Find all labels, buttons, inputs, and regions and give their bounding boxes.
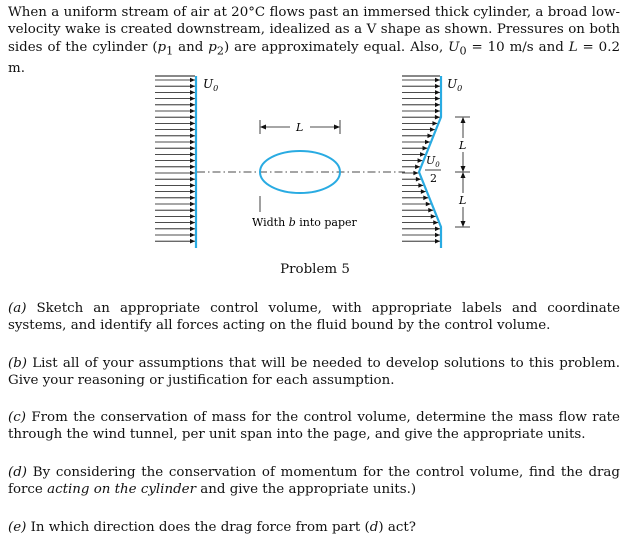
- inlet-arrow-head: [190, 109, 195, 114]
- inlet-arrow-head: [190, 127, 195, 132]
- svg-text:2: 2: [430, 172, 437, 185]
- intro-text-3: = 10 m/s and: [466, 39, 569, 55]
- inlet-arrow-head: [190, 189, 195, 194]
- question-e: [8, 519, 620, 536]
- cylinder-length-dimension: [260, 120, 340, 134]
- question-c: [8, 409, 620, 444]
- outlet-arrow-head: [435, 90, 440, 95]
- inlet-arrow-head: [190, 84, 195, 89]
- width-note: Width b into paper: [252, 216, 357, 229]
- figure-caption: Problem 5: [280, 262, 350, 277]
- p2-subscript: 2: [216, 44, 224, 58]
- L-top-label: L: [296, 121, 304, 134]
- question-a-text: Sketch an appropriate control volume, with appropriate labels and coordinate systems, and identify all forces acting on the fluid bound by the control volume.: [8, 301, 620, 334]
- intro-text-1: When a uniform stream of air at 20°C flows past an immersed thick cylinder, a broad low-velocity wake is created downstream, idealized as a V shape as shown. Pressures on both sides of the cylinder (: [8, 5, 620, 55]
- inlet-arrow-head: [190, 233, 195, 238]
- question-e-text: In which direction does the drag force from part (: [26, 520, 370, 535]
- question-d-text: By considering the conservation of momentum for the control volume, find the drag force: [8, 465, 620, 498]
- inlet-arrow-head: [190, 140, 195, 145]
- p1-symbol: p: [157, 39, 167, 55]
- outlet-arrow-head: [435, 227, 440, 232]
- question-b-text: List all of your assumptions that will be needed to develop solutions to this problem. Give your reasoning or justification for each assumption.: [8, 356, 620, 389]
- inlet-arrow-head: [190, 183, 195, 188]
- problem-statement: [8, 4, 620, 77]
- inlet-arrow-head: [190, 214, 195, 219]
- u0-subscript: 0: [459, 44, 467, 58]
- wake-diagram: [0, 70, 630, 270]
- inlet-arrow-head: [190, 103, 195, 108]
- u0-right-label: $U_0$: [447, 77, 463, 93]
- question-e-label: (e): [8, 520, 27, 535]
- p2-symbol: p: [208, 39, 217, 55]
- inlet-arrow-head: [190, 152, 195, 157]
- outlet-arrow-head: [435, 84, 440, 89]
- inlet-arrow-head: [190, 165, 195, 170]
- intro-text-4: = 0.2 m.: [8, 39, 620, 76]
- u0-half-label: [425, 154, 441, 185]
- inlet-arrow-head: [190, 171, 195, 176]
- question-d-text-end: and give the appropriate units.): [196, 482, 417, 498]
- inlet-arrow-head: [190, 239, 195, 244]
- outlet-arrow-head: [435, 103, 440, 108]
- question-e-part-ref: d: [369, 520, 379, 535]
- question-b-label: (b): [8, 356, 28, 371]
- inlet-velocity-arrows: [155, 76, 195, 244]
- inlet-arrow-head: [190, 96, 195, 101]
- wake-length-dimensions: [455, 117, 470, 227]
- L-symbol: L: [568, 39, 578, 55]
- question-c-text: From the conservation of mass for the control volume, determine the mass flow rate through the wind tunnel, per unit span into the page, and give the appropriate units.: [8, 410, 620, 443]
- question-a: [8, 300, 620, 335]
- p1-subscript: 1: [166, 44, 174, 58]
- L-right-bottom-label: L: [459, 194, 467, 207]
- inlet-arrow-head: [190, 227, 195, 232]
- svg-text:U0: $U_0$: [426, 154, 440, 169]
- outlet-arrow-head: [435, 233, 440, 238]
- u0-left-label: $U_0$: [203, 77, 219, 93]
- question-e-text-end: ) act?: [378, 520, 416, 535]
- inlet-arrow-head: [190, 220, 195, 225]
- inlet-arrow-head: [190, 134, 195, 139]
- inlet-arrow-head: [190, 196, 195, 201]
- intro-and: and: [173, 39, 209, 55]
- inlet-arrow-head: [190, 121, 195, 126]
- inlet-arrow-head: [190, 146, 195, 151]
- inlet-arrow-head: [190, 115, 195, 120]
- inlet-arrow-head: [190, 208, 195, 213]
- outlet-arrow-head: [413, 171, 418, 176]
- question-c-label: (c): [8, 410, 26, 425]
- outlet-arrow-head: [435, 109, 440, 114]
- inlet-arrow-head: [190, 90, 195, 95]
- inlet-arrow-head: [190, 158, 195, 163]
- intro-text-2: ) are approximately equal. Also,: [223, 39, 449, 55]
- outlet-arrow-head: [435, 239, 440, 244]
- question-a-label: (a): [8, 301, 27, 316]
- inlet-arrow-head: [190, 177, 195, 182]
- inlet-arrow-head: [190, 78, 195, 83]
- question-d-emphasis: acting on the cylinder: [47, 482, 196, 498]
- L-right-top-label: L: [459, 139, 467, 152]
- question-d-label: (d): [8, 465, 28, 480]
- question-b: [8, 355, 620, 390]
- outlet-arrow-head: [435, 96, 440, 101]
- question-d: [8, 464, 620, 499]
- u0-symbol: U: [448, 39, 460, 55]
- inlet-arrow-head: [190, 202, 195, 207]
- outlet-arrow-head: [435, 78, 440, 83]
